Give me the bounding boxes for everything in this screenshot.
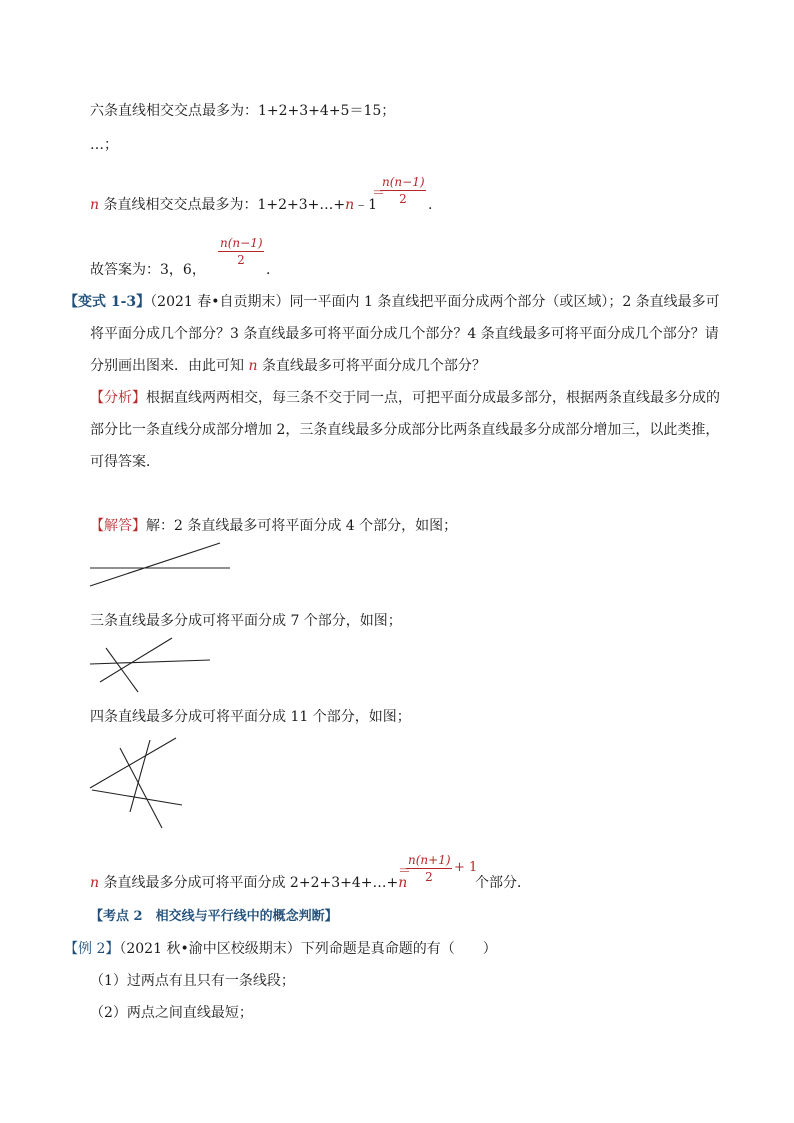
option-item-2: （2）两点之间直线最短； (90, 1005, 253, 1021)
fraction-bar (218, 251, 264, 252)
variant-text: 条直线最多可将平面分成几个部分？ (261, 358, 486, 374)
fraction-denominator: 2 (425, 870, 433, 884)
n-result-suffix: 个部分． (475, 875, 531, 891)
fraction-denominator: 2 (399, 192, 407, 206)
section-heading: 【考点 2 相交线与平行线中的概念判断】 (90, 909, 338, 924)
n-variable: n (90, 875, 100, 891)
variant-question-line1 (64, 293, 720, 311)
example-text: （2021 秋•渝中区校级期末）下列命题是真命题的有（ ） (119, 941, 497, 957)
ellipsis-text: …； (90, 137, 118, 153)
fraction-numerator: n(n+1) (408, 853, 451, 867)
n-lines-body: 条直线相交交点最多为：1+2+3+…+ (103, 197, 346, 213)
period: . (266, 262, 271, 278)
n-lines-intersect-text (90, 196, 377, 214)
analysis-label: 【分析】 (90, 390, 146, 406)
example-question (64, 940, 497, 958)
figure-line (90, 543, 220, 586)
analysis-line3: 可得答案． (90, 454, 160, 470)
analysis-text: 根据直线两两相交，每三条不交于同一点，可把平面分成最多部分，根据两条直线最多分成的 (146, 390, 720, 406)
n-variable: n (398, 875, 408, 891)
plus-one: + 1 (454, 860, 478, 875)
figure-line (90, 738, 176, 788)
variant-question-line2: 将平面分成几个部分？3 条直线最多可将平面分成几个部分？4 条直线最多可将平面分成几个部分？请 (90, 326, 719, 342)
figure-line (130, 740, 150, 812)
fraction-n-n-plus-1 (406, 853, 452, 884)
variant-label: 【变式 1-3】 (64, 294, 151, 310)
analysis-line1 (90, 389, 720, 407)
figure-line (120, 748, 162, 828)
option-item-1: （1）过两点有且只有一条线段； (90, 973, 295, 989)
solution-text: 解：2 条直线最多可将平面分成 4 个部分，如图； (146, 518, 458, 534)
figure-line (92, 790, 182, 805)
fraction-n-n-minus-1 (380, 175, 426, 206)
fraction-denominator: 2 (237, 253, 245, 267)
solution-label: 【解答】 (90, 518, 146, 534)
three-lines-text: 三条直线最多分成可将平面分成 7 个部分，如图； (90, 613, 402, 629)
solution-line1 (90, 517, 457, 535)
n-variable: n (345, 197, 355, 213)
three-lines-figure (80, 634, 220, 696)
n-lines-suffix: ﹣1 (354, 197, 378, 213)
two-lines-figure (80, 538, 240, 590)
equals-sign: ＝ (372, 186, 386, 201)
fraction-bar (406, 868, 452, 869)
variant-question-line3 (90, 357, 486, 375)
example-label: 【例 2】 (64, 941, 120, 957)
period: . (428, 197, 433, 213)
figure-line (106, 648, 138, 692)
fraction-numerator: n(n−1) (220, 236, 263, 250)
figure-line (90, 660, 210, 664)
variant-text: （2021 春•自贡期末）同一平面内 1 条直线把平面分成两个部分（或区域）；2 条直线最多可 (150, 294, 720, 310)
fraction-bar (380, 190, 426, 191)
variant-text: 分别画出图来．由此可知 (90, 358, 244, 374)
four-lines-text: 四条直线最多分成可将平面分成 11 个部分，如图； (90, 709, 411, 725)
figure-line (100, 638, 172, 682)
n-variable: n (248, 358, 258, 374)
n-variable: n (90, 197, 100, 213)
equals-sign: ＝ (398, 864, 412, 879)
analysis-line2: 部分比一条直线分成部分增加 2，三条直线最多分成部分比两条直线最多分成部分增加三，以此类推， (90, 422, 720, 438)
fraction-answer (218, 236, 264, 267)
fraction-numerator: n(n−1) (382, 175, 425, 189)
n-result-text (90, 874, 407, 892)
four-lines-figure (80, 730, 200, 834)
six-lines-text: 六条直线相交交点最多为：1+2+3+4+5＝15； (90, 103, 396, 119)
answer-text: 故答案为：3，6， (90, 262, 206, 278)
n-result-body: 条直线最多分成可将平面分成 2+2+3+4+…+ (103, 875, 399, 891)
